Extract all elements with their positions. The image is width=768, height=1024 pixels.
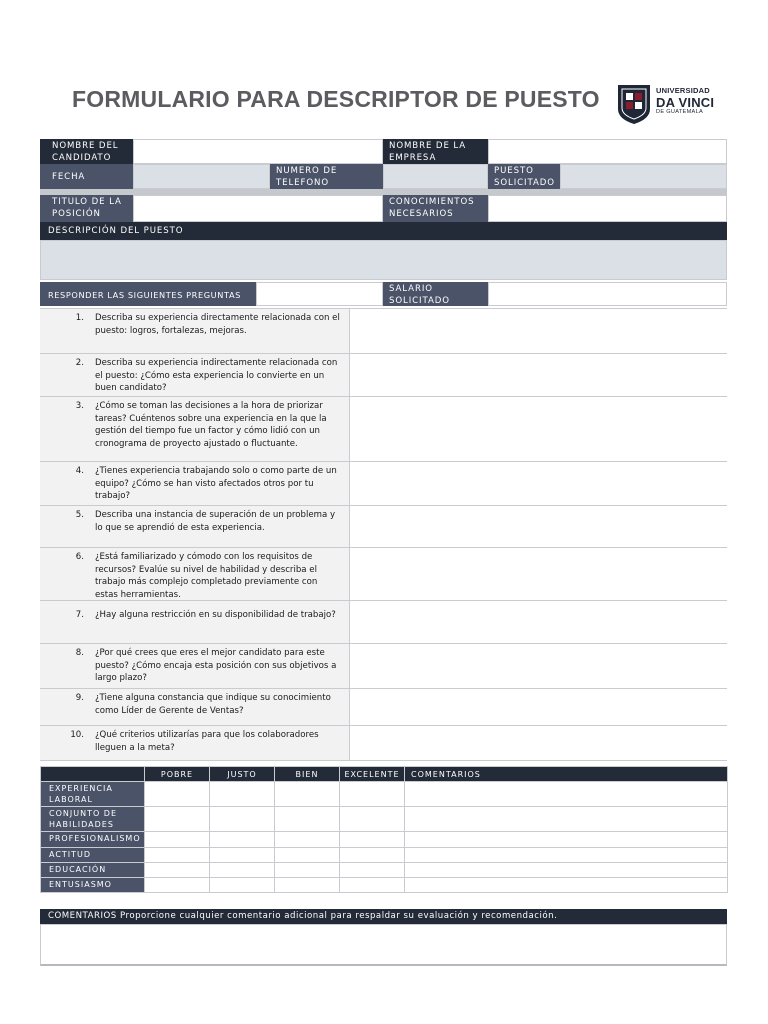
position-title-label: TITULO DE LA POSICIÓN xyxy=(40,195,133,222)
rating-cell[interactable] xyxy=(210,832,275,848)
question-text: Describa una instancia de superación de un problema y lo que se aprendió de esta experiencia. xyxy=(95,510,336,533)
candidate-info-section xyxy=(40,139,727,308)
answer-field[interactable] xyxy=(350,506,727,547)
answer-field[interactable] xyxy=(350,462,727,505)
candidate-name-label: NOMBRE DEL CANDIDATO xyxy=(40,139,133,164)
company-name-field[interactable] xyxy=(488,139,727,164)
question-text: ¿Tienes experiencia trabajando solo o como parte de un equipo? ¿Cómo se han visto afectados otros por tu trabajo? xyxy=(95,466,337,501)
rating-table xyxy=(40,766,728,893)
comments-instructions: Proporcione cualquier comentario adicional para respaldar su evaluación y recomendación. xyxy=(119,911,558,921)
rating-cell[interactable] xyxy=(275,878,340,893)
question-number: 10. xyxy=(70,730,84,740)
rating-cell[interactable] xyxy=(340,832,405,848)
answer-field[interactable] xyxy=(350,644,727,688)
rating-cell[interactable] xyxy=(275,863,340,878)
rating-header-excelente: EXCELENTE xyxy=(340,767,405,782)
question-text: ¿Cómo se toman las decisiones a la hora de priorizar tareas? Cuéntenos sobre una experiencia en la que la gestión del tiempo fue un factor y cómo lidió con un cronograma de proyecto ajustado o fluctuante. xyxy=(95,401,327,449)
rating-row-label: ACTITUD xyxy=(41,848,145,863)
rating-cell[interactable] xyxy=(275,832,340,848)
rating-cell[interactable] xyxy=(145,807,210,832)
question-number: 6. xyxy=(75,552,84,562)
rating-comment-cell[interactable] xyxy=(405,863,728,878)
rating-cell[interactable] xyxy=(210,878,275,893)
logo-line-3: DE GUATEMALA xyxy=(656,108,704,115)
question-number: 8. xyxy=(75,648,84,658)
company-name-label: NOMBRE DE LA EMPRESA xyxy=(383,139,488,164)
phone-label: NUMERO DE TELEFONO xyxy=(270,164,383,189)
knowledge-field[interactable] xyxy=(488,195,727,222)
question-row xyxy=(40,643,727,688)
answer-field[interactable] xyxy=(350,397,727,461)
salary-field[interactable] xyxy=(488,282,727,306)
question-row xyxy=(40,547,727,600)
rating-comment-cell[interactable] xyxy=(405,807,728,832)
question-number: 5. xyxy=(75,510,84,520)
question-number: 7. xyxy=(75,610,84,620)
rating-row-label: PROFESIONALISMO xyxy=(41,832,145,848)
university-logo xyxy=(616,83,716,127)
question-number: 2. xyxy=(75,358,84,368)
question-row xyxy=(40,461,727,505)
question-text: ¿Está familiarizado y cómodo con los requisitos de recursos? Evalúe su nivel de habilidad y describa el trabajo más complejo completado previamente con estas herramientas. xyxy=(95,552,318,600)
logo-line-2: DA VINCI xyxy=(656,94,715,110)
rating-cell[interactable] xyxy=(210,807,275,832)
rating-cell[interactable] xyxy=(210,782,275,807)
question-text: Describa su experiencia directamente relacionada con el puesto: logros, fortalezas, mejoras. xyxy=(95,313,340,336)
rating-header-blank xyxy=(41,767,145,782)
rating-cell[interactable] xyxy=(275,848,340,863)
rating-header-comentarios: COMENTARIOS xyxy=(405,767,728,782)
question-text: ¿Hay alguna restricción en su disponibilidad de trabajo? xyxy=(95,610,336,620)
comments-field[interactable] xyxy=(40,924,727,966)
question-number: 4. xyxy=(75,466,84,476)
rating-header-bien: BIEN xyxy=(275,767,340,782)
rating-cell[interactable] xyxy=(210,848,275,863)
date-label: FECHA xyxy=(40,164,133,189)
answer-field[interactable] xyxy=(350,354,727,396)
rating-cell[interactable] xyxy=(275,782,340,807)
rating-header-pobre: POBRE xyxy=(145,767,210,782)
logo-line-1: UNIVERSIDAD xyxy=(656,86,710,95)
rating-cell[interactable] xyxy=(145,832,210,848)
rating-cell[interactable] xyxy=(340,807,405,832)
position-title-field[interactable] xyxy=(133,195,383,222)
phone-field[interactable] xyxy=(383,164,488,189)
crest-icon xyxy=(616,83,652,125)
rating-cell[interactable] xyxy=(340,848,405,863)
question-row xyxy=(40,600,727,643)
rating-cell[interactable] xyxy=(340,863,405,878)
answer-field[interactable] xyxy=(350,601,727,643)
answer-field[interactable] xyxy=(350,689,727,725)
position-requested-label: PUESTO SOLICITADO xyxy=(488,164,560,189)
rating-cell[interactable] xyxy=(340,878,405,893)
rating-cell[interactable] xyxy=(145,782,210,807)
rating-cell[interactable] xyxy=(145,863,210,878)
rating-cell[interactable] xyxy=(210,863,275,878)
position-requested-field[interactable] xyxy=(560,164,727,189)
rating-row-label: EDUCACIÓN xyxy=(41,863,145,878)
rating-header-justo: JUSTO xyxy=(210,767,275,782)
answer-field[interactable] xyxy=(350,726,727,760)
answer-field[interactable] xyxy=(350,548,727,600)
question-number: 1. xyxy=(75,313,84,323)
rating-comment-cell[interactable] xyxy=(405,782,728,807)
rating-cell[interactable] xyxy=(145,878,210,893)
question-row xyxy=(40,688,727,725)
answer-questions-spacer xyxy=(256,282,383,306)
rating-cell[interactable] xyxy=(340,782,405,807)
rating-cell[interactable] xyxy=(275,807,340,832)
question-text: ¿Tiene alguna constancia que indique su conocimiento como Líder de Gerente de Ventas? xyxy=(95,693,331,716)
question-row xyxy=(40,725,727,761)
rating-comment-cell[interactable] xyxy=(405,848,728,863)
question-number: 9. xyxy=(75,693,84,703)
knowledge-label: CONOCIMIENTOS NECESARIOS xyxy=(383,195,488,222)
rating-row-label: ENTUSIASMO xyxy=(41,878,145,893)
description-field[interactable] xyxy=(40,240,727,280)
date-field[interactable] xyxy=(133,164,270,189)
description-header: DESCRIPCIÓN DEL PUESTO xyxy=(40,222,727,240)
rating-row-label: CONJUNTO DE HABILIDADES xyxy=(41,807,145,832)
candidate-name-field[interactable] xyxy=(133,139,383,164)
question-number: 3. xyxy=(75,401,84,411)
question-text: ¿Qué criterios utilizarías para que los colaboradores lleguen a la meta? xyxy=(95,730,319,753)
question-row xyxy=(40,396,727,461)
question-text: ¿Por qué crees que eres el mejor candidato para este puesto? ¿Cómo encaja esta posición con sus objetivos a largo plazo? xyxy=(95,648,337,683)
page-title: FORMULARIO PARA DESCRIPTOR DE PUESTO xyxy=(72,86,600,112)
rating-row-label: EXPERIENCIA LABORAL xyxy=(41,782,145,807)
answer-field[interactable] xyxy=(350,309,727,353)
rating-comment-cell[interactable] xyxy=(405,832,728,848)
salary-label: SALARIO SOLICITADO xyxy=(383,282,488,306)
question-row xyxy=(40,353,727,396)
rating-comment-cell[interactable] xyxy=(405,878,728,893)
rating-cell[interactable] xyxy=(145,848,210,863)
comments-header xyxy=(40,909,727,924)
question-row xyxy=(40,308,727,353)
question-text: Describa su experiencia indirectamente relacionada con el puesto: ¿Cómo esta experiencia lo convierte en un buen candidato? xyxy=(95,358,338,393)
question-row xyxy=(40,505,727,547)
answer-questions-label: RESPONDER LAS SIGUIENTES PREGUNTAS xyxy=(40,282,256,306)
comments-label: COMENTARIOS xyxy=(48,911,117,921)
